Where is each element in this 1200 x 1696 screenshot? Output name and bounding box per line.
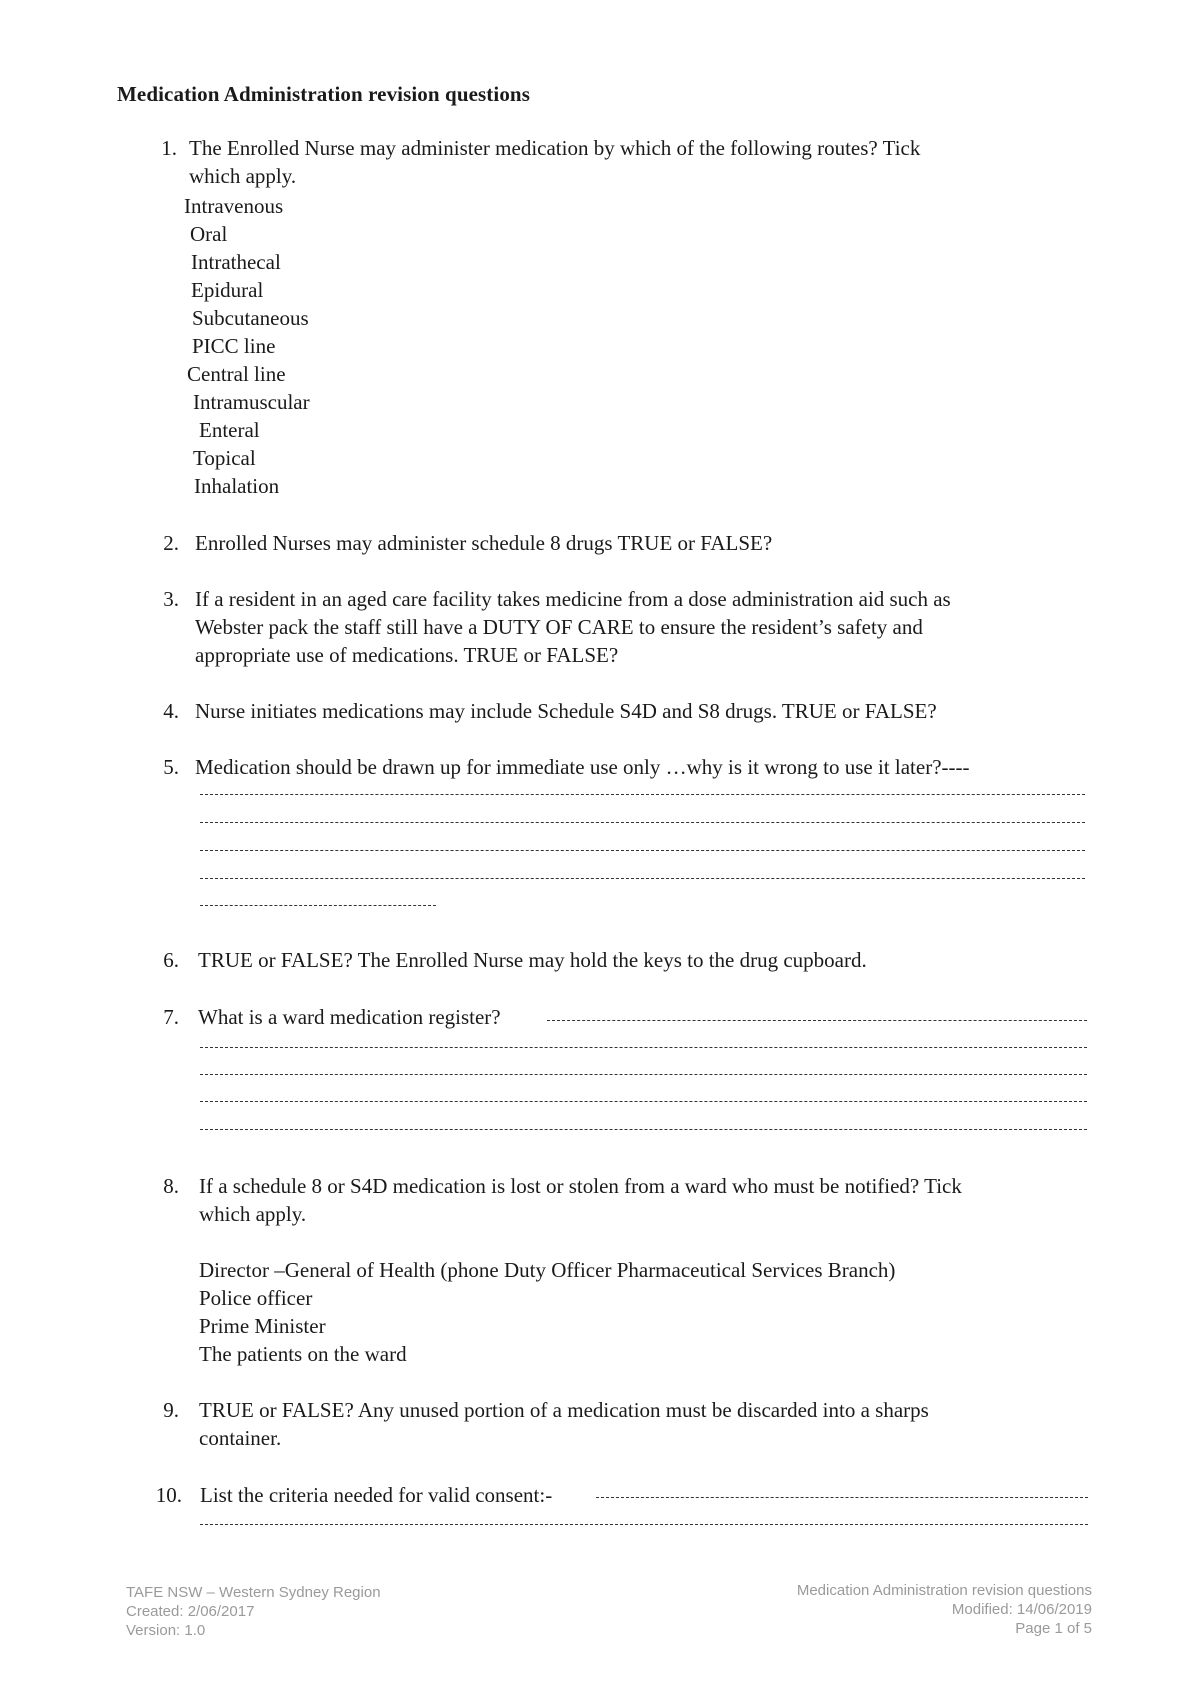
option-item: Topical <box>193 446 256 470</box>
question-text: List the criteria needed for valid consent:- <box>200 1483 553 1507</box>
question-number: 4. <box>163 699 179 723</box>
question-number: 8. <box>163 1174 179 1198</box>
footer-created: Created: 2/06/2017 <box>126 1603 255 1620</box>
option-item: Epidural <box>191 278 264 302</box>
footer-right <box>640 1581 1092 1638</box>
answer-line[interactable] <box>200 794 1085 795</box>
question-text: which apply. <box>189 164 297 188</box>
option-item: PICC line <box>192 334 276 358</box>
option-item: Police officer <box>199 1286 313 1310</box>
option-item: Subcutaneous <box>192 306 309 330</box>
footer-modified: Modified: 14/06/2019 <box>951 1601 1092 1618</box>
question-text: The Enrolled Nurse may administer medication by which of the following routes? Tick <box>189 136 921 160</box>
question-text: What is a ward medication register? <box>198 1005 501 1029</box>
option-item: The patients on the ward <box>199 1342 407 1366</box>
answer-line[interactable] <box>596 1497 1088 1498</box>
question-text: Nurse initiates medications may include Schedule S4D and S8 drugs. TRUE or FALSE? <box>195 699 937 723</box>
question-number: 3. <box>163 587 179 611</box>
question-number: 7. <box>163 1005 179 1029</box>
option-item: Intramuscular <box>193 390 310 414</box>
answer-line[interactable] <box>200 878 1085 879</box>
question-text: Enrolled Nurses may administer schedule 8 drugs TRUE or FALSE? <box>195 531 773 555</box>
question-text: appropriate use of medications. TRUE or FALSE? <box>195 643 619 667</box>
question-number: 9. <box>163 1398 179 1422</box>
footer-document-title: Medication Administration revision questions <box>796 1582 1092 1599</box>
question-number: 10. <box>155 1483 182 1507</box>
answer-line[interactable] <box>200 1074 1087 1075</box>
answer-line[interactable] <box>200 1524 1088 1525</box>
footer-page-number: Page 1 of 5 <box>1015 1620 1092 1637</box>
question-text: If a resident in an aged care facility takes medicine from a dose administration aid such as <box>195 587 951 611</box>
option-item: Director –General of Health (phone Duty Officer Pharmaceutical Services Branch) <box>199 1258 896 1282</box>
option-item: Prime Minister <box>199 1314 326 1338</box>
footer-version: Version: 1.0 <box>126 1622 206 1639</box>
page-title: Medication Administration revision questions <box>117 82 530 106</box>
option-item: Oral <box>190 222 228 246</box>
question-text: Webster pack the staff still have a DUTY OF CARE to ensure the resident’s safety and <box>195 615 923 639</box>
answer-line[interactable] <box>200 822 1085 823</box>
question-number: 1. <box>161 136 177 160</box>
answer-line[interactable] <box>200 850 1085 851</box>
option-item: Central line <box>187 362 286 386</box>
answer-line[interactable] <box>200 1101 1087 1102</box>
question-number: 5. <box>163 755 179 779</box>
option-item: Intrathecal <box>191 250 281 274</box>
answer-line[interactable] <box>547 1020 1087 1021</box>
option-item: Enteral <box>199 418 260 442</box>
question-text: If a schedule 8 or S4D medication is lost or stolen from a ward who must be notified? Tick <box>199 1174 962 1198</box>
answer-line[interactable] <box>200 1129 1087 1130</box>
answer-line[interactable] <box>200 905 436 906</box>
question-number: 6. <box>163 948 179 972</box>
question-text: which apply. <box>199 1202 307 1226</box>
footer-left <box>126 1583 381 1640</box>
question-text: TRUE or FALSE? Any unused portion of a medication must be discarded into a sharps <box>199 1398 929 1422</box>
question-number: 2. <box>163 531 179 555</box>
option-item: Inhalation <box>194 474 280 498</box>
question-text: TRUE or FALSE? The Enrolled Nurse may hold the keys to the drug cupboard. <box>198 948 867 972</box>
question-text: container. <box>199 1426 282 1450</box>
option-item: Intravenous <box>184 194 284 218</box>
notify-options <box>199 1256 895 1368</box>
route-options <box>186 192 310 500</box>
answer-line[interactable] <box>200 1047 1087 1048</box>
footer-organisation: TAFE NSW – Western Sydney Region <box>126 1584 381 1601</box>
question-text: Medication should be drawn up for immediate use only …why is it wrong to use it later?---- <box>195 755 970 779</box>
